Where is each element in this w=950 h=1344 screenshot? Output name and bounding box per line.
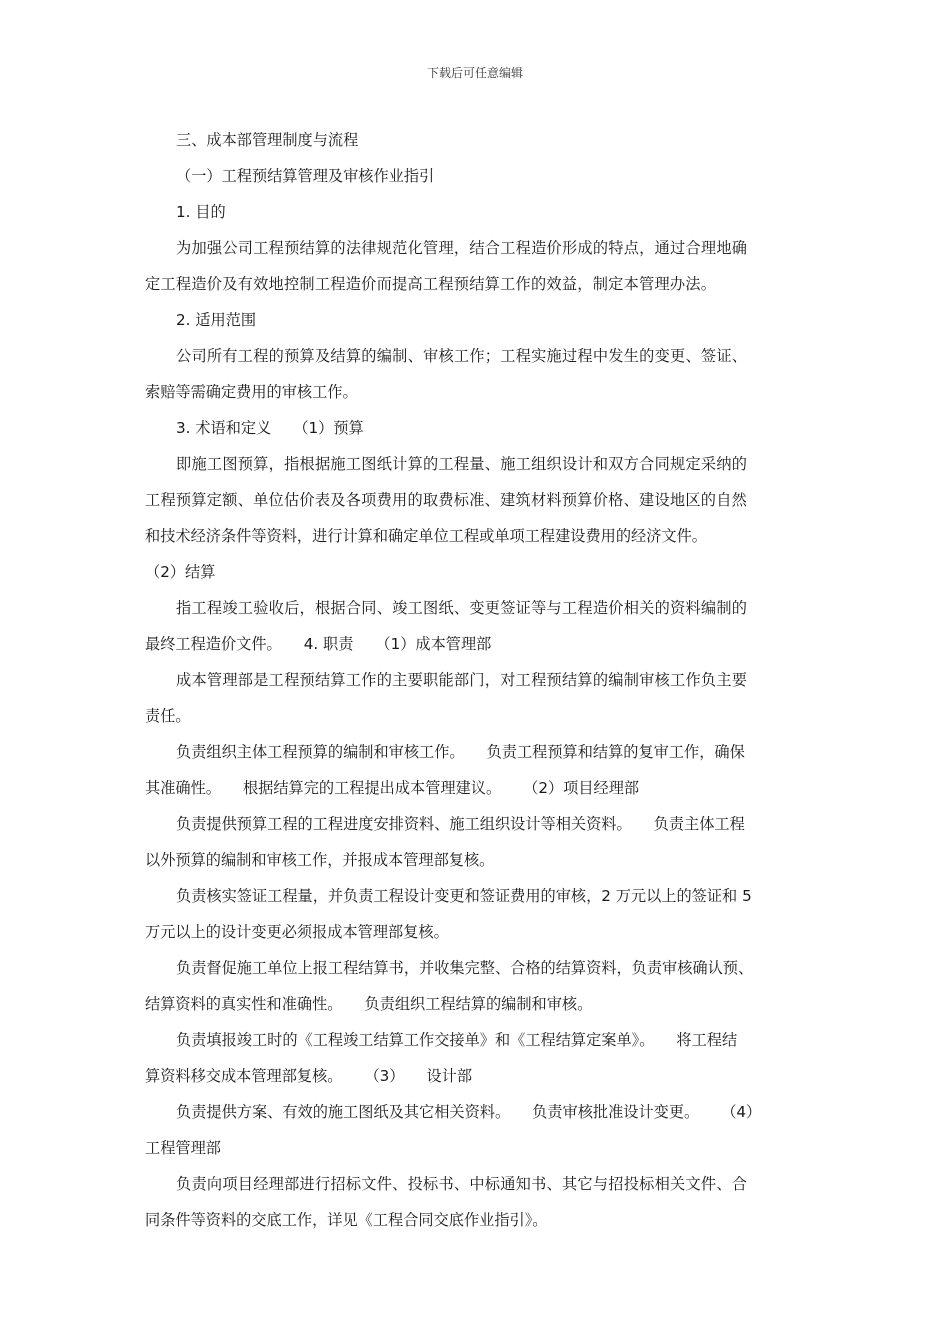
- inline-text: 负责审核批准设计变更。: [532, 1103, 700, 1121]
- subsection-heading: （一）工程预结算管理及审核作业指引: [176, 167, 435, 185]
- item-heading-purpose: 1. 目的: [176, 203, 226, 221]
- paragraph-line: 索赔等需确定费用的审核工作。: [145, 383, 358, 401]
- term-settlement-heading: （2）结算: [145, 563, 216, 581]
- inline-text: 负责填报竣工时的《工程竣工结算工作交接单》和《工程结算定案单》。: [176, 1031, 655, 1049]
- paragraph-line: 以外预算的编制和审核工作，并报成本管理部复核。: [145, 851, 495, 869]
- duty-engineering-dept-heading: 工程管理部: [145, 1139, 221, 1157]
- paragraph-line: 负责向项目经理部进行招标文件、投标书、中标通知书、其它与招投标相关文件、合: [176, 1175, 748, 1193]
- inline-text: 其准确性。: [145, 779, 221, 797]
- terms-heading: 3. 术语和定义: [176, 419, 272, 437]
- paragraph-line: 指工程竣工验收后，根据合同、竣工图纸、变更签证等与工程造价相关的资料编制的: [176, 599, 748, 617]
- paragraph-line: [145, 806, 821, 842]
- inline-text: 算资料移交成本管理部复核。: [145, 1067, 343, 1085]
- paragraph-line: 负责督促施工单位上报工程结算书，并收集完整、合格的结算资料，负责审核确认预、: [176, 959, 754, 977]
- paragraph-line: 为加强公司工程预结算的法律规范化管理，结合工程造价形成的特点，通过合理地确: [176, 239, 748, 257]
- paragraph-line: [145, 1022, 821, 1058]
- paragraph-line: [145, 626, 821, 662]
- inline-text: 负责工程预算和结算的复审工作，确保: [486, 743, 745, 761]
- term-budget-heading: （1）预算: [293, 419, 364, 437]
- section-heading: 三、成本部管理制度与流程: [176, 131, 359, 149]
- paragraph-line: [145, 986, 821, 1022]
- paragraph-line: 公司所有工程的预算及结算的编制、审核工作；工程实施过程中发生的变更、签证、: [176, 347, 748, 365]
- inline-text: 将工程结: [676, 1031, 738, 1049]
- inline-text: 负责提供预算工程的工程进度安排资料、施工组织设计等相关资料。: [176, 815, 632, 833]
- paragraph-line: 工程预算定额、单位估价表及各项费用的取费标准、建筑材料预算价格、建设地区的自然: [145, 491, 748, 509]
- duty-project-dept-heading: （2）项目经理部: [523, 779, 640, 797]
- paragraph-line: 成本管理部是工程预结算工作的主要职能部门，对工程预结算的编制审核工作负主要: [176, 671, 748, 689]
- paragraph-line: 同条件等资料的交底工作，详见《工程合同交底作业指引》。: [145, 1211, 548, 1229]
- inline-text: 负责组织主体工程预算的编制和审核工作。: [176, 743, 465, 761]
- page-header: 下载后可任意编辑: [426, 66, 523, 80]
- inline-text: 负责主体工程: [653, 815, 745, 833]
- inline-text: 负责组织工程结算的编制和审核。: [364, 995, 593, 1013]
- inline-text: 根据结算完的工程提出成本管理建议。: [242, 779, 502, 797]
- item-heading-terms: [145, 410, 821, 446]
- duty-design-dept-number: （3）: [364, 1067, 405, 1085]
- inline-text: 结算资料的真实性和准确性。: [145, 995, 343, 1013]
- document-body: [145, 122, 821, 1238]
- paragraph-line: 责任。: [145, 707, 191, 725]
- duty-engineering-dept-number: （4）: [721, 1103, 762, 1121]
- paragraph-line: [145, 1094, 821, 1130]
- item-heading-scope: 2. 适用范围: [176, 311, 257, 329]
- paragraph-line: 万元以上的设计变更必须报成本管理部复核。: [145, 923, 449, 941]
- inline-text: 最终工程造价文件。: [145, 635, 282, 653]
- inline-text: 负责提供方案、有效的施工图纸及其它相关资料。: [176, 1103, 511, 1121]
- paragraph-line: 和技术经济条件等资料，进行计算和确定单位工程或单项工程建设费用的经济文件。: [145, 527, 707, 545]
- paragraph-line: 即施工图预算，指根据施工图纸计算的工程量、施工组织设计和双方合同规定采纳的: [176, 455, 748, 473]
- duty-cost-dept-heading: （1）成本管理部: [375, 635, 492, 653]
- paragraph-line: [145, 770, 821, 806]
- paragraph-line: 负责核实签证工程量，并负责工程设计变更和签证费用的审核，2 万元以上的签证和 5: [176, 887, 752, 905]
- duty-design-dept-heading: 设计部: [426, 1067, 473, 1085]
- paragraph-line: [145, 734, 821, 770]
- item-heading-duties: 4. 职责: [303, 635, 354, 653]
- paragraph-line: 定工程造价及有效地控制工程造价而提高工程预结算工作的效益，制定本管理办法。: [145, 275, 717, 293]
- paragraph-line: [145, 1058, 821, 1094]
